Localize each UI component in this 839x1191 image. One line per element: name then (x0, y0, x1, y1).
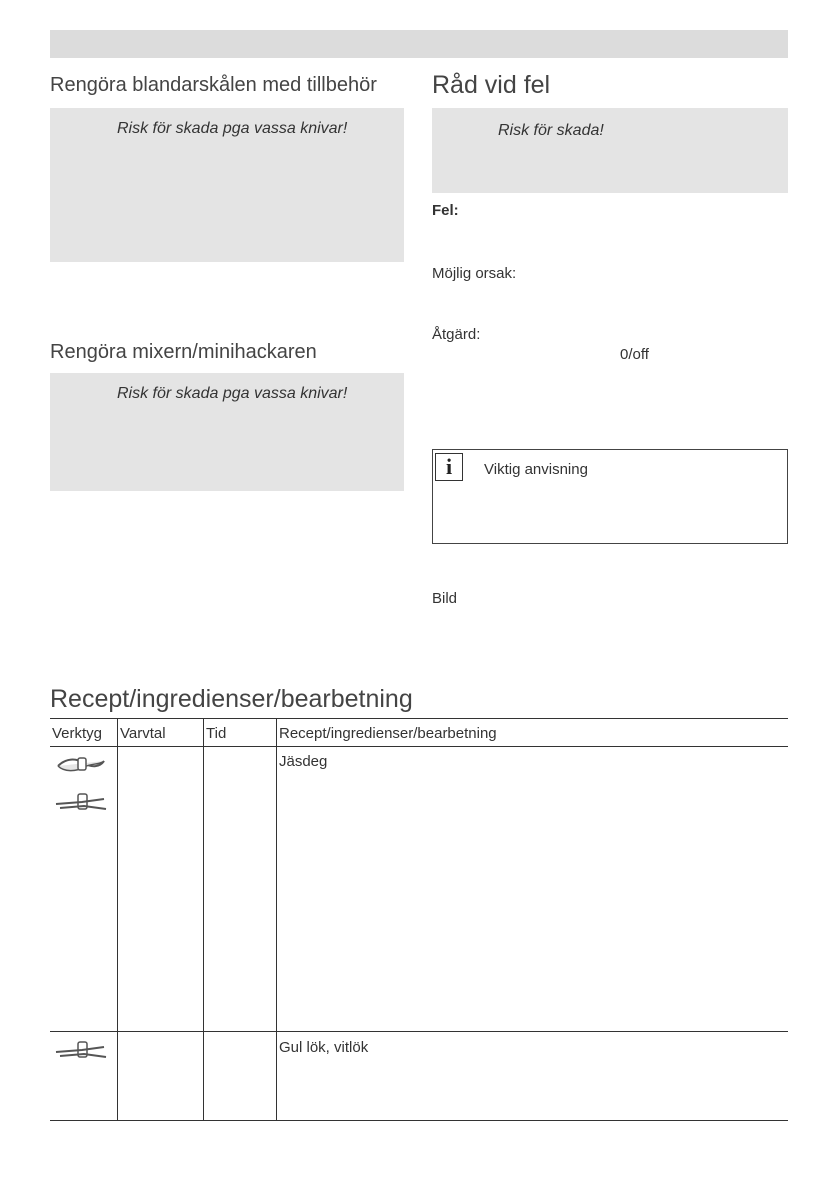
table-top-rule (50, 718, 788, 719)
table-header-rule (50, 746, 788, 747)
warning-text-bowl: Risk för skada pga vassa knivar! (117, 120, 348, 137)
table-column-divider (203, 718, 204, 1121)
chopping-blade-icon (54, 1040, 108, 1062)
switch-position: 0/off (620, 346, 649, 363)
table-column-divider (117, 718, 118, 1121)
warning-box-troubleshooting (432, 108, 788, 193)
table-cell-recipe: Jäsdeg (279, 753, 328, 770)
section-title-clean-bowl: Rengöra blandarskålen med tillbehör (50, 74, 377, 96)
dough-hook-icon (54, 754, 108, 776)
table-header-recipe: Recept/ingredienser/bearbetning (279, 725, 497, 742)
action-label: Åtgärd: (432, 326, 481, 343)
cause-label: Möjlig orsak: (432, 265, 517, 282)
table-title: Recept/ingredienser/bearbetning (50, 685, 413, 713)
warning-text-mixer: Risk för skada pga vassa knivar! (117, 385, 348, 402)
fault-label: Fel: (432, 202, 459, 219)
note-heading: Viktig anvisning (484, 461, 588, 478)
section-title-troubleshooting: Råd vid fel (432, 71, 551, 99)
table-bottom-rule (50, 1120, 788, 1121)
header-bar (50, 30, 788, 58)
warning-text-troubleshooting: Risk för skada! (498, 122, 604, 139)
table-column-divider (276, 718, 277, 1121)
table-header-time: Tid (206, 725, 227, 742)
table-header-tool: Verktyg (52, 725, 103, 742)
section-title-clean-mixer: Rengöra mixern/minihackaren (50, 341, 317, 363)
table-row-rule (50, 1031, 788, 1032)
table-header-speed: Varvtal (120, 725, 166, 742)
info-icon: i (435, 453, 463, 481)
table-cell-recipe: Gul lök, vitlök (279, 1039, 369, 1056)
chopping-blade-icon (54, 792, 108, 814)
figure-label: Bild (432, 590, 458, 607)
